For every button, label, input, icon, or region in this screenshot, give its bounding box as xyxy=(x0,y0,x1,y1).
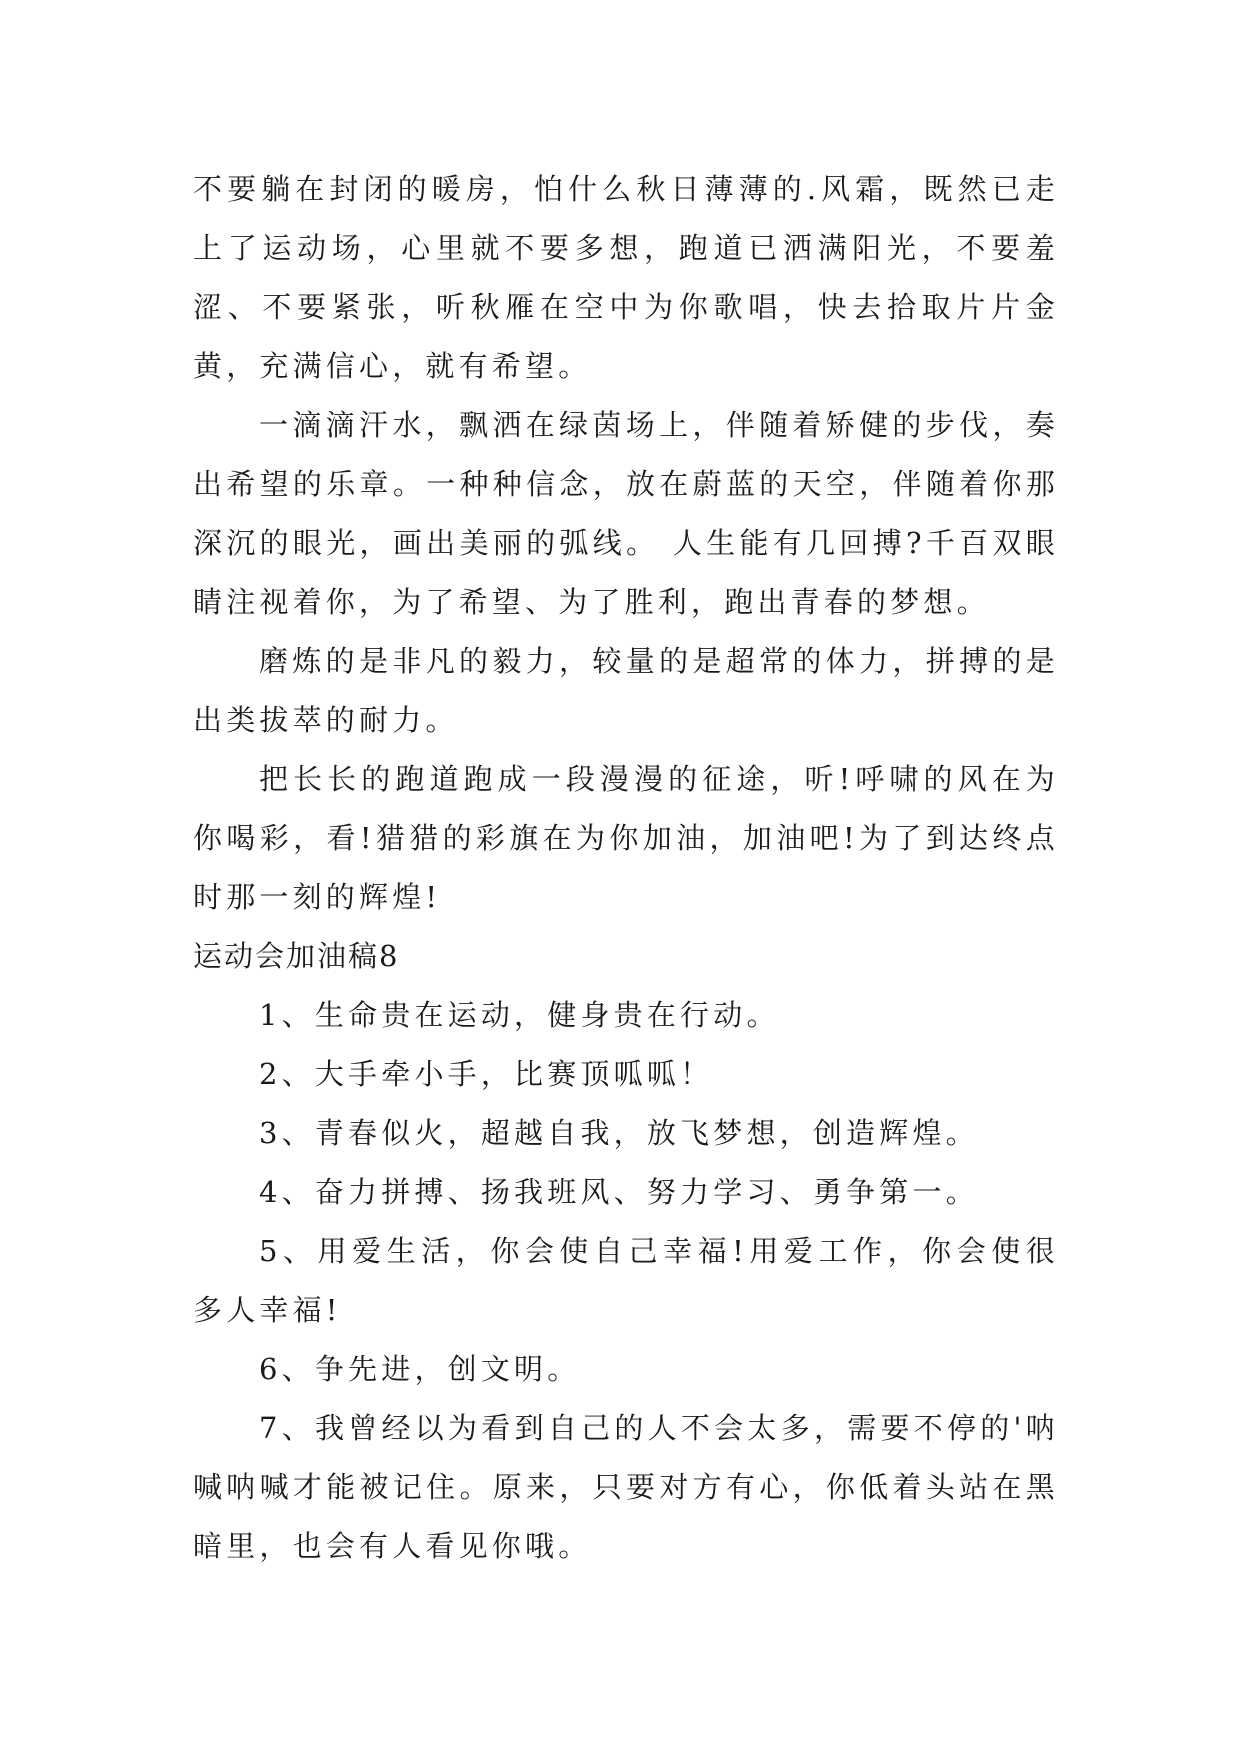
paragraph-4: 把长长的跑道跑成一段漫漫的征途，听!呼啸的风在为你喝彩，看!猎猎的彩旗在为你加油，加油吧!为了到达终点时那一刻的辉煌! xyxy=(193,762,1059,914)
list-item-4: 4、奋力拼搏、扬我班风、努力学习、勇争第一。 xyxy=(259,1175,979,1209)
paragraph-2: 一滴滴汗水，飘洒在绿茵场上，伴随着矫健的步伐，奏出希望的乐章。一种种信念，放在蔚蓝的天空，伴随着你那深沉的眼光，画出美丽的弧线。 人生能有几回搏?千百双眼睛注视着你，为了希望、为了胜利，跑出青春的梦想。 xyxy=(193,408,1059,619)
list-item-1: 1、生命贵在运动，健身贵在行动。 xyxy=(259,998,780,1032)
list-item-2: 2、大手牵小手，比赛顶呱呱！ xyxy=(259,1057,714,1091)
list-item-3: 3、青春似火，超越自我，放飞梦想，创造辉煌。 xyxy=(259,1116,979,1150)
paragraph-3: 磨炼的是非凡的毅力，较量的是超常的体力，拼搏的是出类拔萃的耐力。 xyxy=(193,644,1059,737)
section-heading: 运动会加油稿8 xyxy=(193,939,400,973)
list-item-7: 7、我曾经以为看到自己的人不会太多，需要不停的'呐喊呐喊才能被记住。原来，只要对方有心，你低着头站在黑暗里，也会有人看见你哦。 xyxy=(193,1411,1059,1563)
list-item-5: 5、用爱生活，你会使自己幸福!用爱工作，你会使很多人幸福! xyxy=(193,1234,1059,1327)
document-body xyxy=(193,160,1059,1576)
paragraph-1: 不要躺在封闭的暖房，怕什么秋日薄薄的.风霜，既然已走上了运动场，心里就不要多想，跑道已洒满阳光，不要羞涩、不要紧张，听秋雁在空中为你歌唱，快去拾取片片金黄，充满信心，就有希望。 xyxy=(193,172,1059,383)
list-item-6: 6、争先进，创文明。 xyxy=(259,1352,581,1386)
